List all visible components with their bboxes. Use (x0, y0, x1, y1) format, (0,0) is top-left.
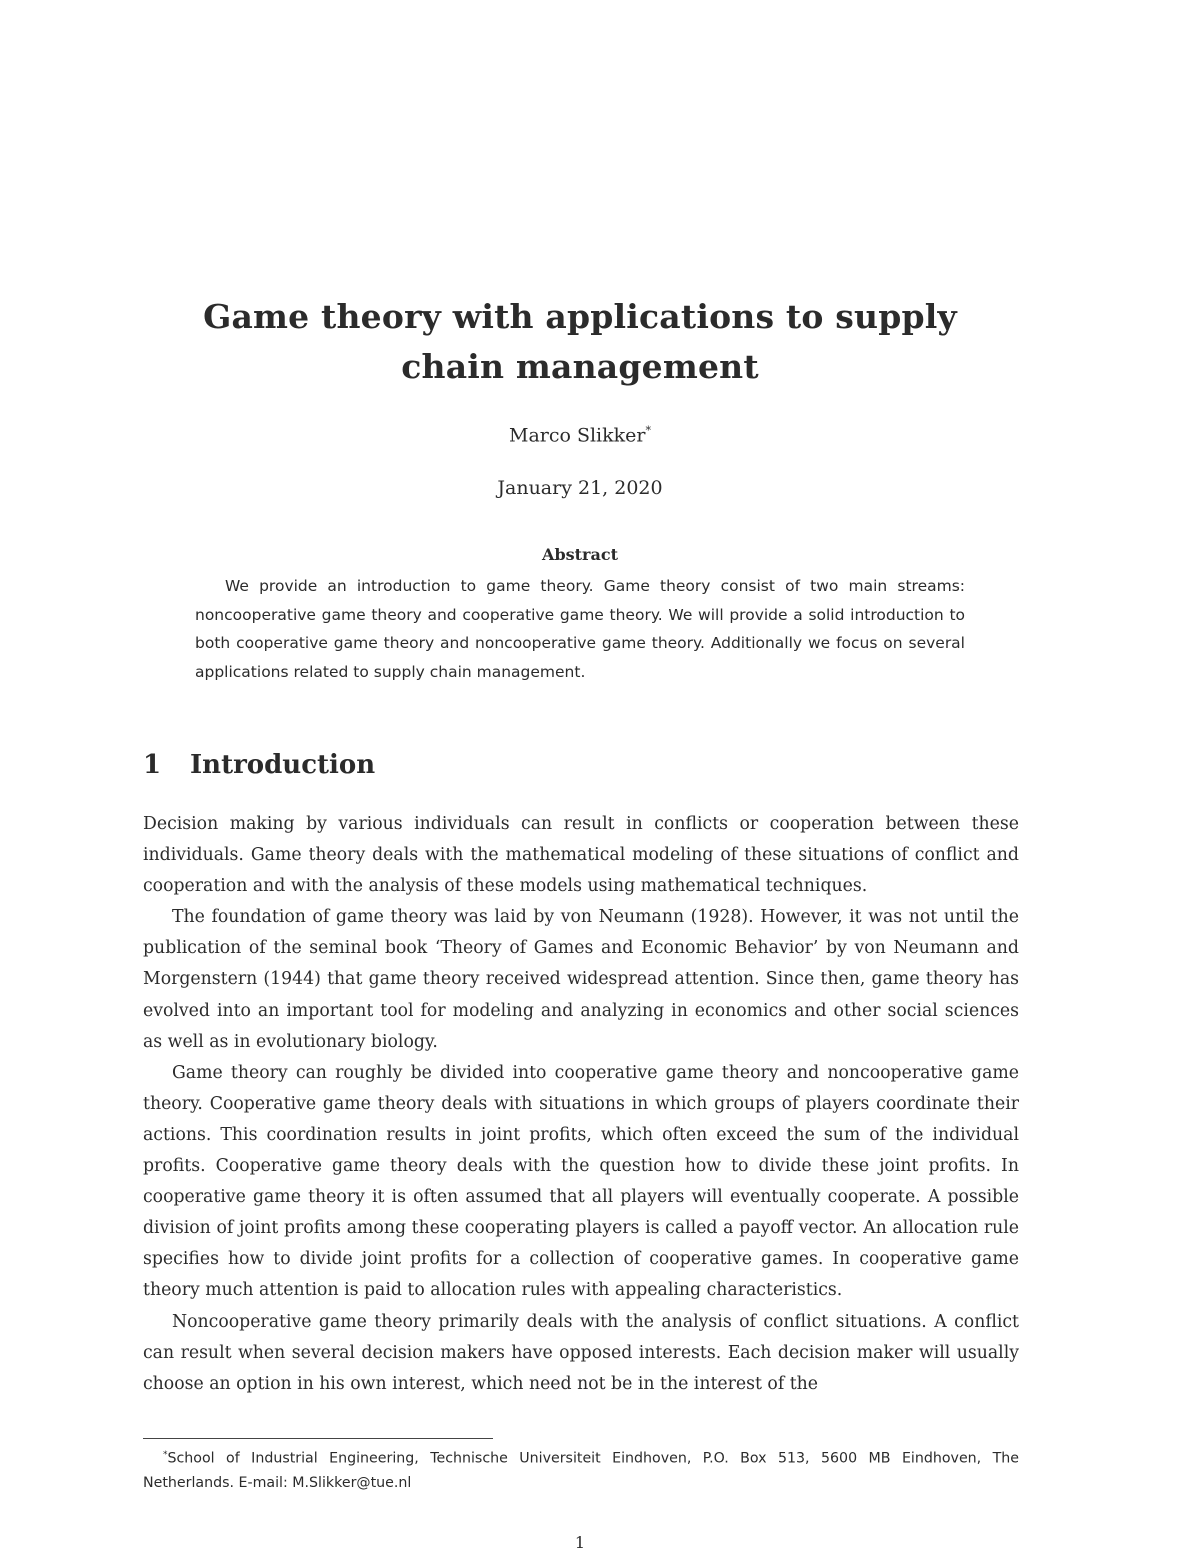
paper-date: January 21, 2020 (497, 477, 663, 499)
footnote (143, 1443, 1019, 1495)
footnote-text: School of Industrial Engineering, Technische Universiteit Eindhoven, P.O. Box 513, 5600 MB Eindhoven, The Netherlands. E-mail: M.Slikker@tue.nl (143, 1450, 1019, 1491)
author-footnote-mark: * (645, 424, 651, 437)
author-name-text: Marco Slikker (508, 424, 646, 447)
section-body (143, 809, 1019, 1400)
footnote-divider (143, 1438, 493, 1439)
paragraph: Noncooperative game theory primarily deals with the analysis of conflict situations. A conflict can result when several decision makers have opposed interests. Each decision maker will usually choose an option in his own interest, which need not be in the interest of the (143, 1311, 1019, 1394)
section-title: Introduction (190, 750, 376, 780)
abstract-text: We provide an introduction to game theory. Game theory consist of two main streams: noncooperative game theory and cooperative game theory. We will provide a solid introduction to both cooperative game theory and noncooperative game theory. Additionally we focus on several applications related to supply chain management. (195, 577, 965, 681)
paragraph: Game theory can roughly be divided into cooperative game theory and noncooperative game theory. Cooperative game theory deals with situations in which groups of players coordinate their actions. This coordination results in joint profits, which often exceed the sum of the individual profits. Cooperative game theory deals with the question how to divide these joint profits. In cooperative game theory it is often assumed that all players will eventually cooperate. A possible division of joint profits among these cooperating players is called a payoff vector. An allocation rule specifies how to divide joint profits for a collection of cooperative games. In cooperative game theory much attention is paid to allocation rules with appealing characteristics. (143, 1062, 1019, 1301)
abstract-heading: Abstract (542, 545, 618, 564)
paragraph: Decision making by various individuals can result in conflicts or cooperation between these individuals. Game theory deals with the mathematical modeling of these situations of conflict and cooperation and with the analysis of these models using mathematical techniques. (143, 814, 1019, 897)
author-name (0, 424, 1160, 446)
section-number: 1 (143, 750, 162, 780)
page-number: 1 (574, 1533, 586, 1552)
footnote-mark: * (163, 1450, 168, 1460)
section-heading (143, 750, 375, 780)
paper-title: Game theory with applications to supply chain management (203, 297, 957, 386)
paragraph: The foundation of game theory was laid by von Neumann (1928). However, it was not until the publication of the seminal book ‘Theory of Games and Economic Behavior’ by von Neumann and Morgenstern (1944) that game theory received widespread attention. Since then, game theory has evolved into an important tool for modeling and analyzing in economics and other social sciences as well as in evolutionary biology. (143, 907, 1019, 1052)
